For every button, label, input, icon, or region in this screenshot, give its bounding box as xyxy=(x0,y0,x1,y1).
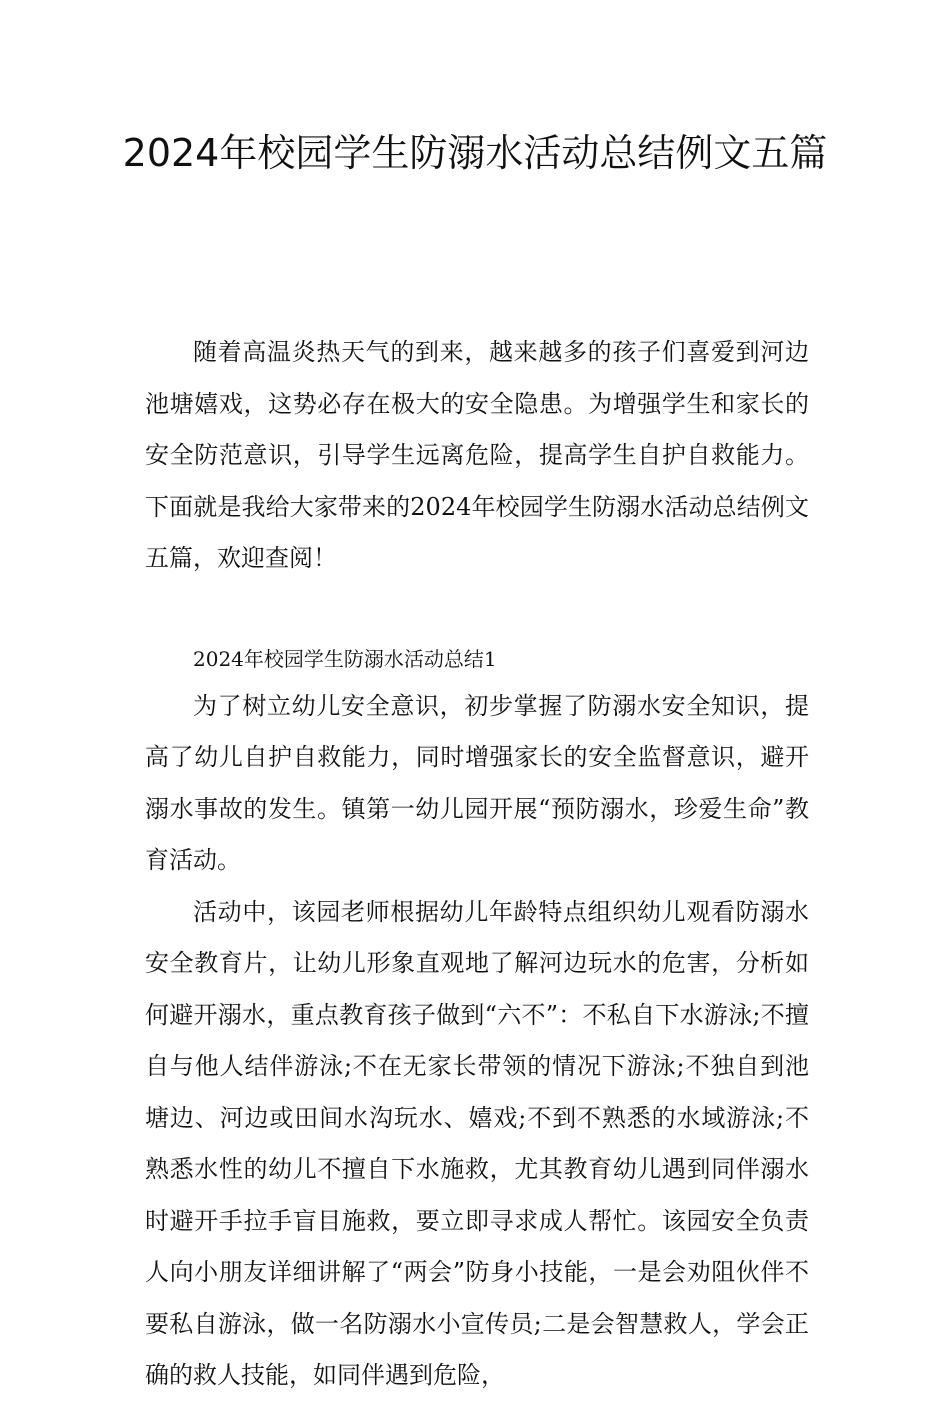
body-paragraph: 活动中，该园老师根据幼儿年龄特点组织幼儿观看防溺水安全教育片，让幼儿形象直观地了解河边玩水的危害，分析如何避开溺水，重点教育孩子做到“六不”：不私自下水游泳;不擅自与他人结伴游泳;不在无家长带领的情况下游泳;不独自到池塘边、河边或田间水沟玩水、嬉戏;不到不熟悉的水域游泳;不熟悉水性的幼儿不擅自下水施救，尤其教育幼儿遇到同伴溺水时避开手拉手盲目施救，要立即寻求成人帮忙。该园安全负责人向小朋友详细讲解了“两会”防身小技能，一是会劝阻伙伴不要私自游泳，做一名防溺水小宣传员;二是会智慧救人，学会正确的救人技能，如同伴遇到危险， xyxy=(145,897,809,1389)
intro-paragraph: 随着高温炎热天气的到来，越来越多的孩子们喜爱到河边池塘嬉戏，这势必存在极大的安全隐患。为增强学生和家长的安全防范意识，引导学生远离危险，提高学生自护自救能力。下面就是我给大家带来的2024年校园学生防溺水活动总结例文五篇，欢迎查阅！ xyxy=(145,338,809,572)
document-body xyxy=(145,327,809,1402)
document-title: 2024年校园学生防溺水活动总结例文五篇 xyxy=(122,131,828,175)
body-paragraph: 为了树立幼儿安全意识，初步掌握了防溺水安全知识，提高了幼儿自护自救能力，同时增强家长的安全监督意识，避开溺水事故的发生。镇第一幼儿园开展“预防溺水，珍爱生命”教育活动。 xyxy=(145,691,809,874)
section-heading: 2024年校园学生防溺水活动总结1 xyxy=(193,646,497,671)
